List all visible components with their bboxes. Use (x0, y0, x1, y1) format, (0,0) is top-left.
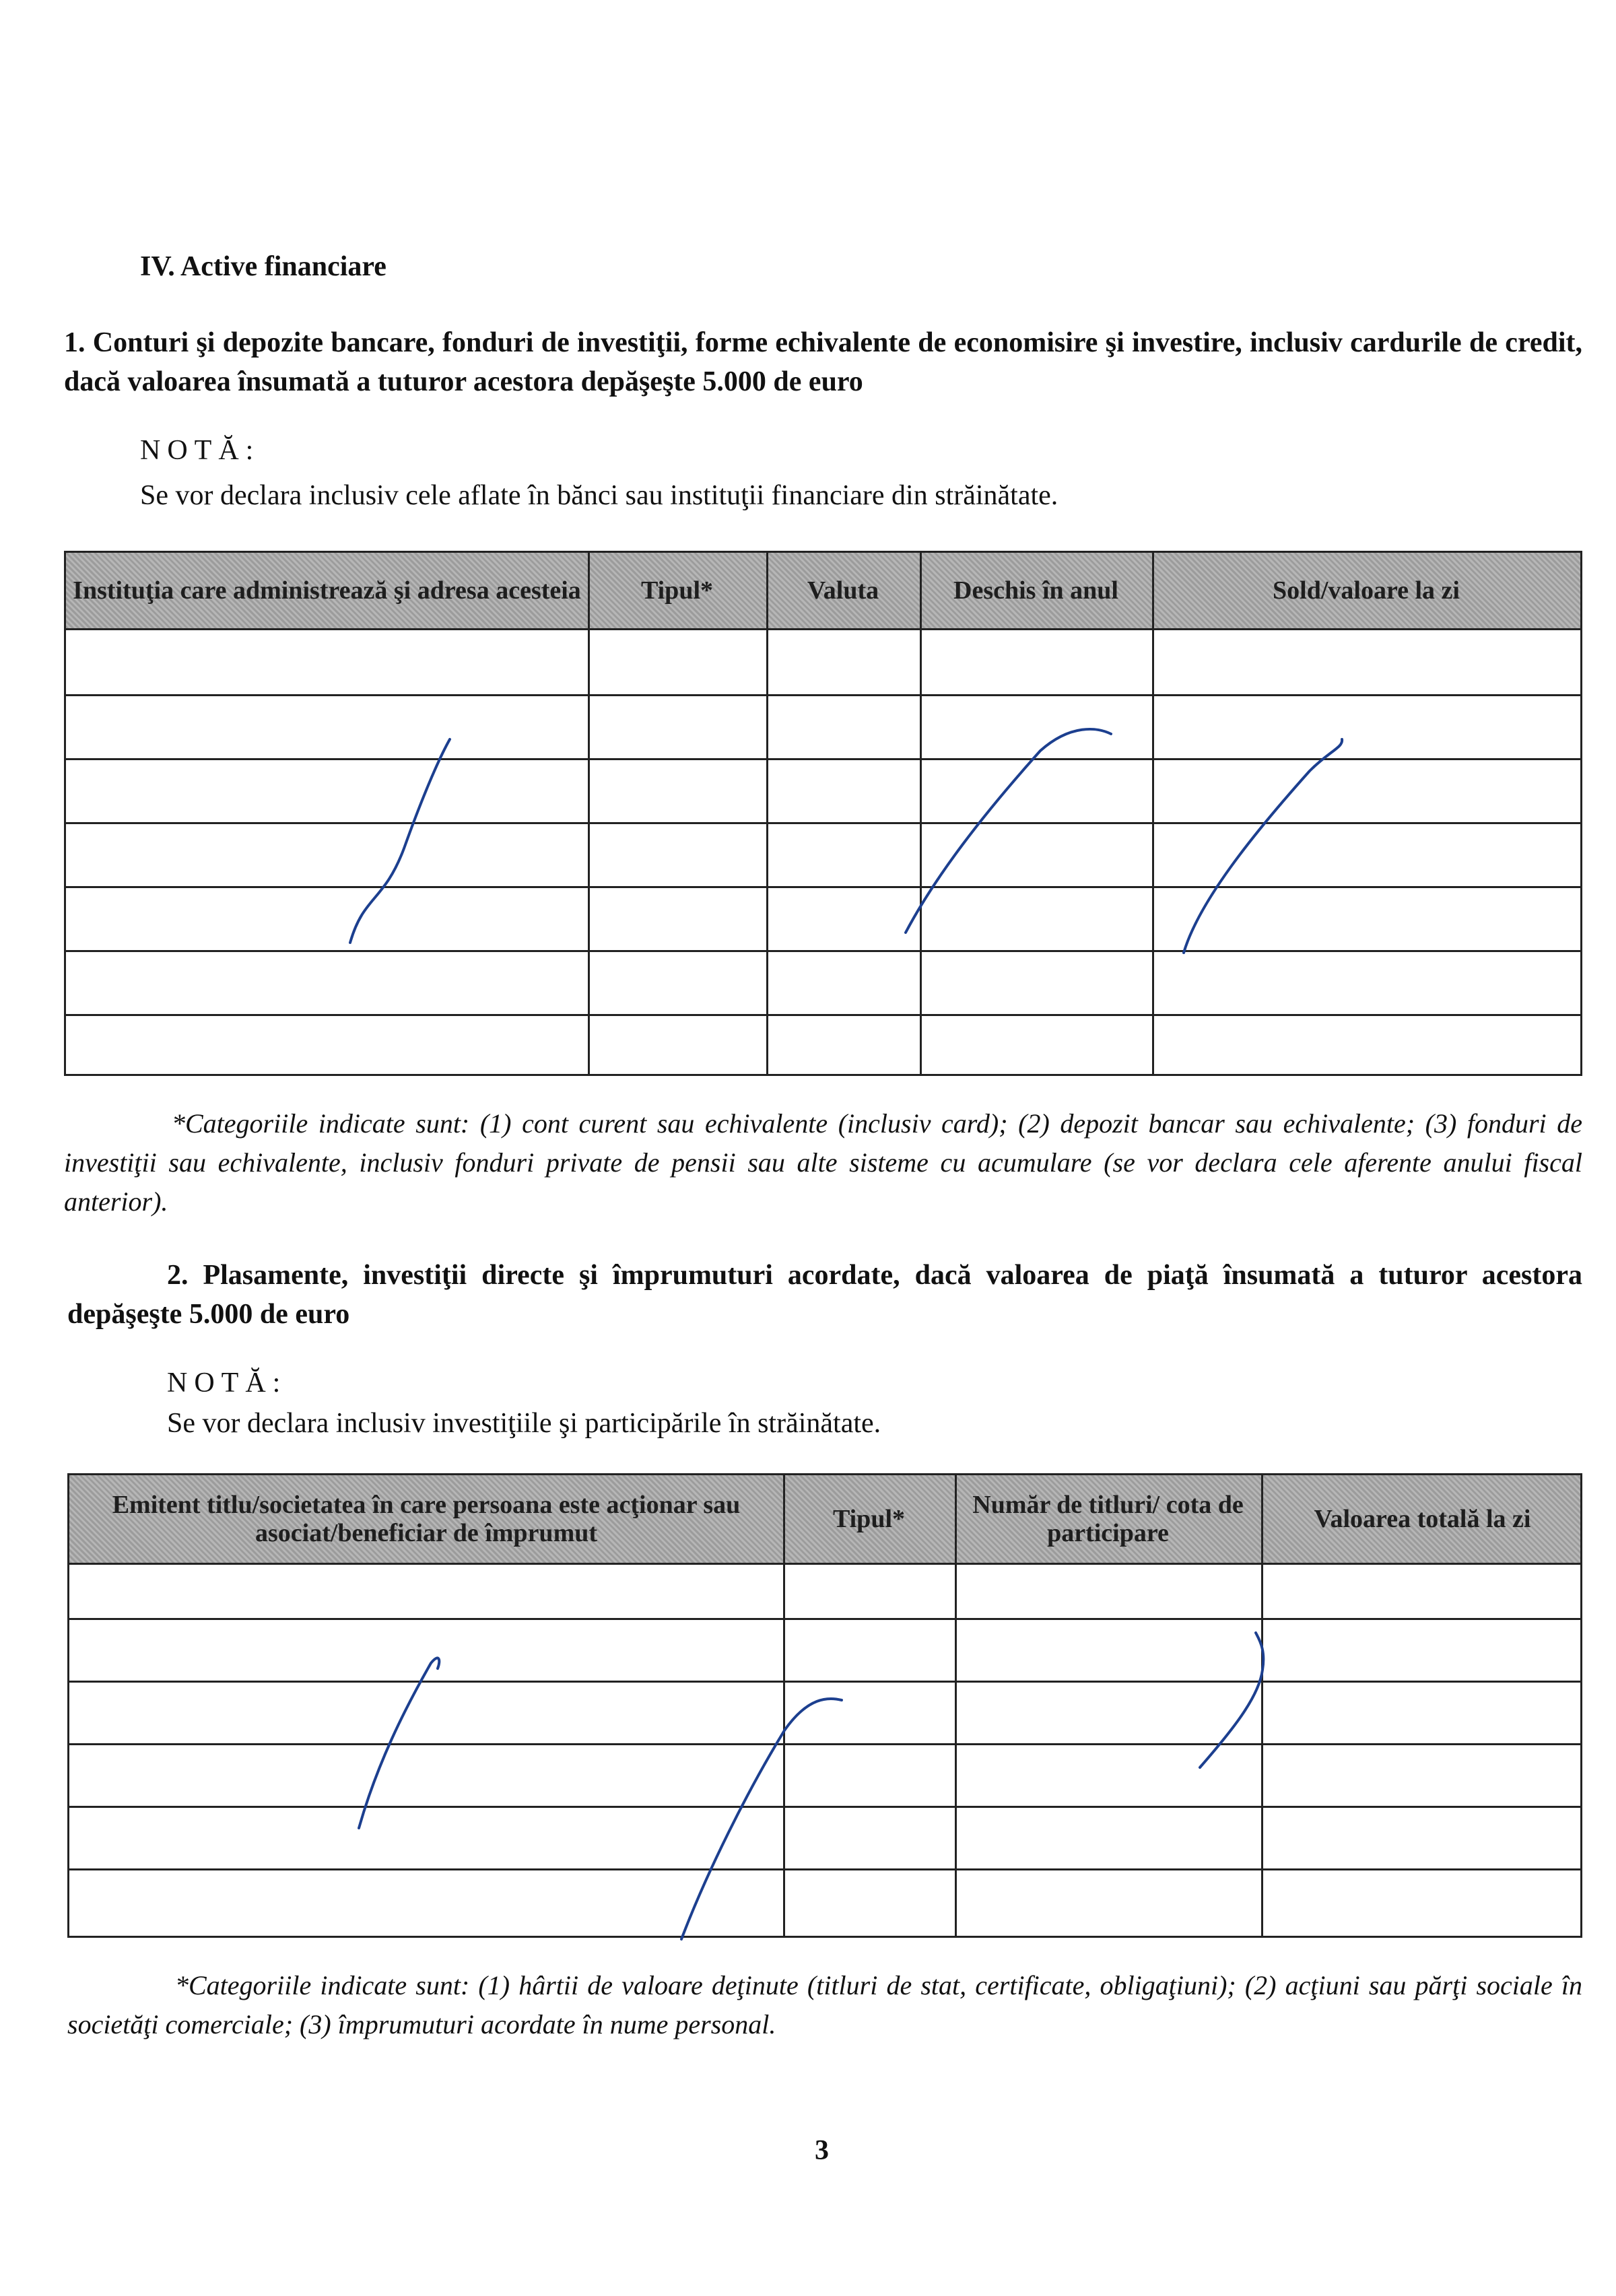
part2-heading: 2. Plasamente, investiţii directe şi împrumuturi acordate, dacă valoarea de piaţă însumată a tuturor acestora depăşeşte 5.000 de euro (67, 1260, 1582, 1330)
column-divider (920, 553, 922, 1074)
part1-nota-text: Se vor declara inclusiv cele aflate în bănci sau instituţii financiare din străinătate. (140, 480, 1058, 511)
part1-nota-label: NOTĂ: (140, 435, 261, 466)
table-row (66, 886, 1580, 888)
bank-accounts-table (64, 551, 1582, 1076)
header-cell-total-value: Valoarea totală la zi (1314, 1505, 1531, 1533)
column-divider (1152, 553, 1154, 1074)
table-header (66, 553, 1580, 630)
header-cell-shares-count: Număr de titluri/ cota de participare (972, 1491, 1244, 1547)
part2-footnote: *Categoriile indicate sunt: (1) hârtii de valoare deţinute (titluri de stat, certificate, obligaţiuni); (2) acţiuni sau părţi sociale în societăţi comerciale; (3) împrumuturi acordate în nume personal. (67, 1970, 1582, 2039)
part1-footnote: *Categoriile indicate sunt: (1) cont curent sau echivalente (inclusiv card); (2) depozit bancar sau echivalente; (3) fonduri de investiţii sau echivalente, inclusiv fonduri private de pensii sau alte sisteme cu acumulare (se vor declara cele aferente anului fiscal anterior). (64, 1108, 1582, 1217)
page-number: 3 (815, 2135, 829, 2166)
table-row (69, 1868, 1580, 1870)
table-row (69, 1806, 1580, 1808)
investments-table (67, 1473, 1582, 1938)
table-row (66, 822, 1580, 824)
table-row (69, 1743, 1580, 1745)
part2-nota-text: Se vor declara inclusiv investiţiile şi participările în străinătate. (167, 1408, 881, 1439)
table-row (66, 1014, 1580, 1016)
header-cell-balance: Sold/valoare la zi (1273, 576, 1460, 605)
column-divider (588, 553, 590, 1074)
header-cell-institution: Instituţia care administrează şi adresa acesteia (73, 576, 581, 605)
table-header (69, 1475, 1580, 1565)
table-row (66, 758, 1580, 760)
header-cell-type: Tipul* (640, 576, 714, 605)
section-title: IV. Active financiare (140, 251, 386, 282)
header-cell-type: Tipul* (832, 1505, 906, 1533)
column-divider (1261, 1475, 1263, 1936)
header-cell-opened-year: Deschis în anul (953, 576, 1118, 605)
table-row (69, 1618, 1580, 1620)
column-divider (783, 1475, 785, 1936)
column-divider (955, 1475, 957, 1936)
table-row (66, 950, 1580, 952)
part2-nota-label: NOTĂ: (167, 1368, 288, 1398)
table-row (69, 1681, 1580, 1683)
table-row (66, 694, 1580, 696)
header-cell-issuer: Emitent titlu/societatea în care persoana este acţionar sau asociat/beneficiar de împrumut (112, 1491, 741, 1547)
part1-heading: 1. Conturi şi depozite bancare, fonduri de investiţii, forme echivalente de economisire şi investire, inclusiv cardurile de credit, dacă valoarea însumată a tuturor acestora depăşeşte 5.000 de euro (64, 327, 1582, 397)
header-cell-currency: Valuta (807, 576, 879, 605)
column-divider (766, 553, 768, 1074)
